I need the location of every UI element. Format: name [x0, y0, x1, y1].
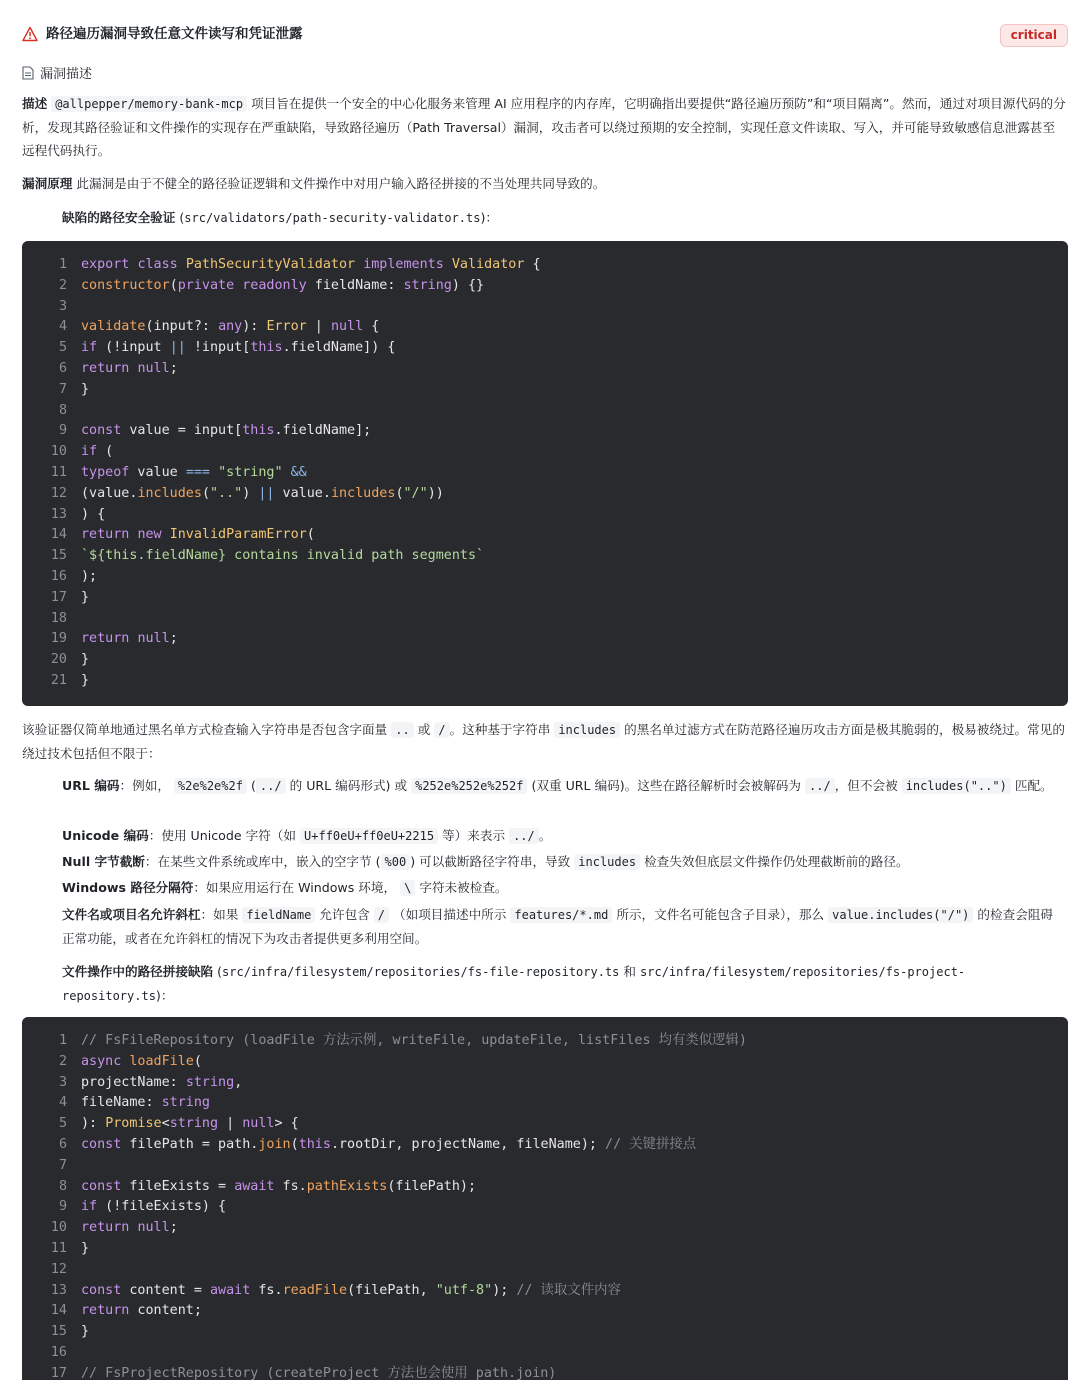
bypass-code: ../: [509, 828, 539, 844]
bypass-item-slash: [62, 903, 1060, 950]
bypass-label: Windows 路径分隔符: [62, 880, 194, 895]
line-number: 8: [58, 402, 67, 418]
code-line: 13 ) {: [22, 505, 105, 526]
concat-heading: 文件操作中的路径拼接缺陷 (src/infra/filesystem/repositories/fs-file-repository.ts 和 src/infra/filesystem/repositories/fs-project-repository.ts)：: [62, 964, 966, 1003]
code-line: [22, 1156, 81, 1177]
concat-heading-label: 文件操作中的路径拼接缺陷: [62, 964, 214, 979]
bypass-text: 所示，文件名可能包含子目录），那么: [616, 907, 825, 922]
document-icon: [22, 66, 34, 80]
line-number: 13: [50, 1282, 67, 1298]
line-number: 14: [50, 527, 67, 543]
bypass-text: 匹配。: [1014, 778, 1053, 793]
line-number: 3: [58, 298, 67, 314]
validator-heading-label: 缺陷的路径安全验证: [62, 210, 176, 225]
bypass-code: includes(".."): [902, 778, 1011, 794]
validator-file-path: src/validators/path-security-validator.ts: [184, 211, 481, 225]
bypass-label: Null 字节截断: [62, 854, 145, 869]
line-number: 11: [50, 465, 67, 480]
analysis-paragraph: [22, 718, 1066, 765]
line-number: 3: [58, 1074, 67, 1090]
code-line: 7 }: [22, 380, 89, 401]
warning-icon: [22, 26, 38, 42]
bypass-text: ：如果应用运行在 Windows 环境，: [193, 880, 397, 895]
report-title: 路径遍历漏洞导致任意文件读写和凭证泄露: [46, 26, 303, 42]
line-number: 5: [58, 340, 67, 356]
validator-heading: 缺陷的路径安全验证 (src/validators/path-security-validator.ts)：: [62, 210, 498, 225]
line-number: 17: [50, 589, 67, 605]
line-number: 9: [58, 1199, 67, 1215]
code-line: 15 }: [22, 1322, 89, 1343]
bypass-text: 的 URL 编码形式) 或: [289, 778, 408, 793]
bypass-code: features/*.md: [510, 907, 612, 923]
principle-paragraph: [22, 172, 1066, 195]
analysis-code-1: ..: [391, 722, 413, 738]
bypass-text: 检查失效但底层文件操作仍处理截断前的路径。: [644, 854, 909, 869]
bypass-code: %252e%252e%252f: [411, 778, 527, 794]
bypass-item-windows: [62, 876, 1060, 900]
code-block-validator: [22, 241, 1068, 706]
code-line: 19 return null;: [22, 629, 178, 650]
code-line: 17 }: [22, 588, 89, 609]
code-line: 8 const fileExists = await fs.pathExists(filePath);: [22, 1177, 476, 1198]
bypass-text: 的检查会阻碍正常功能，或者在允许斜杠的情况下为攻击者提供更多利用空间。: [62, 907, 1053, 946]
bypass-text: ：在某些文件系统或库中，嵌入的空字节 (: [144, 854, 381, 869]
code-block-filesystem: [22, 1017, 1068, 1380]
line-number: 7: [58, 1157, 67, 1173]
code-line: 14 return content;: [22, 1301, 202, 1322]
bypass-label: URL 编码: [62, 778, 120, 793]
bypass-code: /: [374, 907, 389, 923]
bypass-text: 字符未被检查。: [419, 880, 508, 895]
principle-text: 此漏洞是由于不健全的路径验证逻辑和文件操作中对用户输入路径拼接的不当处理共同导致的。: [76, 176, 606, 191]
line-number: 21: [50, 673, 67, 688]
code-line: 4 fileName: string: [22, 1093, 210, 1114]
bypass-text: 。: [538, 828, 552, 843]
code-line: 15 `${this.fieldName} contains invalid path segments`: [22, 546, 484, 567]
code-line: [22, 297, 81, 318]
concat-heading-suffix: ：: [160, 988, 174, 1003]
bypass-text: 等）来表示: [442, 828, 506, 843]
line-number: 15: [50, 1324, 67, 1340]
analysis-text-3: 。这种基于字符串: [449, 722, 551, 737]
bypass-code: includes: [574, 854, 640, 870]
line-number: 14: [50, 1303, 67, 1319]
line-number: 2: [58, 1053, 67, 1069]
code-line: 21 }: [22, 671, 89, 692]
bypass-item-null-byte: [62, 850, 1060, 874]
severity-badge: critical: [1000, 24, 1068, 47]
concat-file-path-1: src/infra/filesystem/repositories/fs-file-repository.ts: [222, 965, 620, 979]
section-heading: [22, 66, 92, 84]
line-number: 15: [50, 548, 67, 564]
line-number: 7: [58, 381, 67, 397]
line-number: 10: [50, 1220, 67, 1236]
validator-heading-suffix: ：: [485, 210, 498, 225]
concat-and-text: 和: [623, 964, 637, 979]
description-text: 项目旨在提供一个安全的中心化服务来管理 AI 应用程序的内存库，它明确指出要提供“路径遍历预防”和“项目隔离”。然而，通过对项目源代码的分析，发现其路径验证和文件操作的实现存在严重缺陷，导致路径遍历（Path Traversal）漏洞，攻击者可以绕过预期的安全控制，实现任意文件读取、写入，并可能导致敏感信息泄露甚至远程代码执行。: [22, 96, 1066, 158]
line-number: 5: [58, 1116, 67, 1132]
line-number: 8: [58, 1178, 67, 1194]
bypass-code: ../: [256, 778, 286, 794]
code-line: 9 if (!fileExists) {: [22, 1197, 226, 1218]
description-paragraph: [22, 92, 1066, 162]
bypass-code: fieldName: [242, 907, 315, 923]
analysis-text-2: 或: [417, 722, 431, 737]
line-number: 1: [58, 257, 67, 272]
code-line: 4 validate(input?: any): Error | null {: [22, 317, 379, 338]
code-line: 16 );: [22, 567, 97, 588]
line-number: 4: [58, 1095, 67, 1111]
line-number: 2: [58, 277, 67, 293]
concat-file-path-2: src/infra/filesystem/repositories/fs-: [640, 965, 908, 979]
package-name: @allpepper/memory-bank-mcp: [51, 96, 247, 112]
code-line: [22, 1260, 81, 1281]
bypass-item-url-encoding: [62, 774, 1060, 798]
bypass-code: ../: [805, 778, 835, 794]
bypass-text: ：如果: [200, 907, 239, 922]
bypass-label: Unicode 编码: [62, 828, 149, 843]
bypass-code: %00: [381, 854, 411, 870]
code-line: 6 const filePath = path.join(this.rootDir, projectName, fileName); // 关键拼接点: [22, 1135, 696, 1156]
bypass-text: 允许包含: [319, 907, 370, 922]
code-line: 10 return null;: [22, 1218, 178, 1239]
code-line: 5 ): Promise<string | null> {: [22, 1114, 299, 1135]
code-line: 12 (value.includes("..") || value.includes("/")): [22, 484, 444, 505]
code-line: 11 }: [22, 1239, 89, 1260]
bypass-text: ，但不会被: [834, 778, 898, 793]
line-number: 9: [58, 423, 67, 439]
line-number: 4: [58, 319, 67, 335]
concat-file-path-2-cont: project-repository.ts: [62, 965, 966, 1003]
line-number: 11: [50, 1241, 67, 1256]
bypass-code: %2e%2e%2f: [174, 778, 247, 794]
code-line: 1 // FsFileRepository (loadFile 方法示例, writeFile, updateFile, listFiles 均有类似逻辑): [22, 1031, 747, 1052]
line-number: 13: [50, 506, 67, 522]
bypass-label: 文件名或项目名允许斜杠: [62, 907, 201, 922]
bypass-text: ：例如，: [119, 778, 170, 793]
code-line: 17 // FsProjectRepository (createProject 方法也会使用 path.join): [22, 1364, 556, 1380]
analysis-code-2: /: [434, 722, 449, 738]
section-heading-text: 漏洞描述: [40, 67, 93, 82]
code-line: 20 }: [22, 650, 89, 671]
line-number: 16: [50, 1345, 67, 1360]
line-number: 17: [50, 1365, 67, 1380]
code-line: 2 async loadFile(: [22, 1052, 202, 1073]
code-line: 14 return new InvalidParamError(: [22, 525, 315, 546]
code-line: [22, 609, 81, 630]
bypass-text: （如项目描述中所示: [393, 907, 507, 922]
code-line: 11 typeof value === "string" &&: [22, 463, 307, 484]
report-header: [22, 24, 1068, 46]
analysis-text-4: 的黑名单过滤方式在防范路径遍历攻击方面是极其脆弱的，极易被绕过。常见的绕过技术包括但不限于：: [22, 722, 1065, 761]
bypass-text: ) 可以截断路径字符串，导致: [410, 854, 571, 869]
line-number: 6: [58, 1137, 67, 1152]
code-line: 10 if (: [22, 442, 113, 463]
bypass-text: (: [250, 778, 256, 793]
analysis-text-1: 该验证器仅简单地通过黑名单方式检查输入字符串是否包含字面量: [22, 722, 388, 737]
description-label: 描述: [22, 96, 48, 111]
bypass-code: U+ff0eU+ff0eU+2215: [300, 828, 438, 844]
bypass-code: \: [400, 880, 415, 896]
line-number: 12: [50, 1261, 67, 1277]
line-number: 1: [58, 1033, 67, 1048]
line-number: 18: [50, 610, 67, 626]
code-line: 13 const content = await fs.readFile(filePath, "utf-8"); // 读取文件内容: [22, 1281, 621, 1302]
bypass-text: ：使用 Unicode 字符（如: [148, 828, 296, 843]
line-number: 6: [58, 361, 67, 376]
line-number: 10: [50, 444, 67, 460]
bypass-text: (双重 URL 编码)。这些在路径解析时会被解码为: [531, 778, 801, 793]
code-line: 6 return null;: [22, 359, 178, 380]
line-number: 12: [50, 485, 67, 501]
code-line: 2 constructor(private readonly fieldName: string) {}: [22, 276, 484, 297]
code-line: [22, 1343, 81, 1364]
principle-label: 漏洞原理: [22, 176, 73, 191]
line-number: 16: [50, 569, 67, 584]
code-line: 3 projectName: string,: [22, 1073, 242, 1094]
analysis-code-3: includes: [554, 722, 620, 738]
line-number: 19: [50, 631, 67, 647]
code-line: [22, 401, 81, 422]
code-line: 9 const value = input[this.fieldName];: [22, 421, 371, 442]
code-line: 1 export class PathSecurityValidator implements Validator {: [22, 255, 541, 276]
line-number: 20: [50, 652, 67, 668]
code-line: 5 if (!input || !input[this.fieldName]) {: [22, 338, 395, 359]
bypass-item-unicode: [62, 824, 1060, 848]
bypass-code: value.includes("/"): [828, 907, 973, 923]
